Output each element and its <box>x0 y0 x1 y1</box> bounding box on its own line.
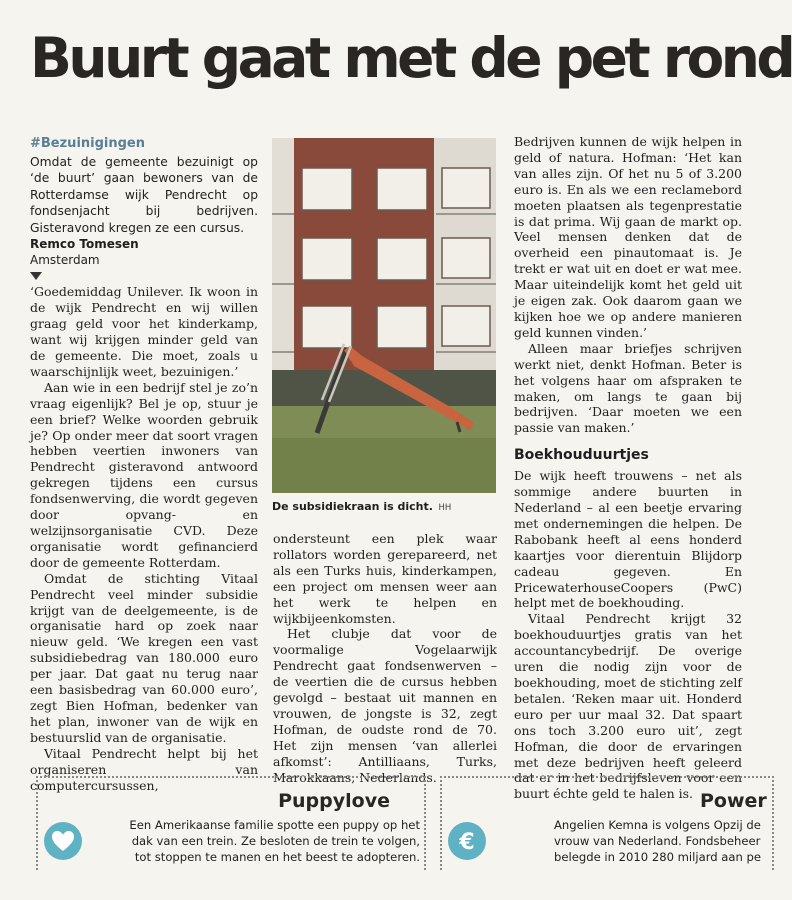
svg-text:€: € <box>459 830 475 855</box>
photo-caption <box>272 500 496 513</box>
paragraph: Het clubje dat voor de voormalige Vogelaarwijk Pendrecht gaat fondsenwerven – de veertien die de cursus hebben gevolgd – bestaat uit mannen en vrouwen, de jongste is 32, zegt Hofman, de oudste rond de 70. Het zijn mensen ‘van allerlei afkomst’: Antilliaans, Turks, Marokkaans, Nederlands. <box>273 626 497 785</box>
triangle-icon <box>30 272 42 280</box>
paragraph: Aan wie in een bedrijf stel je zo’n vraag eigenlijk? Bel je op, stuur je een brief? Welke woorden gebruik je? Op onder meer dat soort vragen hebben veertien inwoners van Pendrecht gisteravond antwoord gekregen tijdens een cursus fondsenwerving, die wordt gegeven door opvang- en welzijnsorganisatie CVD. Deze organisatie wordt gefinancierd door de gemeente Rotterdam. <box>30 379 258 570</box>
paragraph: Bedrijven kunnen de wijk helpen in geld of natura. Hofman: ‘Het kan van alles zijn. Of het nu 5 of 3.200 euro is. En als we een reclamebord moeten plaatsen als tegenprestatie is dat prima. Wij gaan de markt op. Veel mensen denken dat de overheid een pinautomaat is. Je trekt er wat uit en doet er wat mee. Maar uiteindelijk komt het geld uit je eigen zak. Ook daarom gaan we kijken hoe we op andere manieren geld kunnen vinden.’ <box>514 134 742 340</box>
teaser-title[interactable]: Puppylove <box>278 790 390 812</box>
euro-icon <box>448 822 486 860</box>
teaser-text: Angelien Kemna is volgens Opzij de vrouw van Nederland. Fondsbeheer belegde in 2010 280 miljard aan pe <box>554 818 762 864</box>
topic-tag[interactable]: #Bezuinigingen <box>30 136 146 151</box>
column-2 <box>273 531 497 786</box>
paragraph: ondersteunt een plek waar rollators worden gerepareerd, net als een Turks huis, kinderkampen, een project om mensen weer aan het werk te helpen en wijkbijeenkomsten. <box>273 531 497 626</box>
section-subhead: Boekhouduurtjes <box>514 447 649 464</box>
paragraph: ‘Goedemiddag Unilever. Ik woon in de wijk Pendrecht en wij willen graag geld voor het kinderkamp, want wij krijgen minder geld van de gemeente. Die moet, zoals u waarschijnlijk weet, bezuinigen.’ <box>30 284 258 379</box>
heart-icon <box>44 822 82 860</box>
caption-text: De subsidiekraan is dicht. <box>272 500 433 513</box>
photo-illustration <box>272 138 496 493</box>
teaser-power[interactable] <box>440 776 774 870</box>
column-1 <box>30 136 258 793</box>
paragraph: Alleen maar briefjes schrijven werkt niet, denkt Hofman. Beter is het volgens haar om afspraken te maken, om langs te gaan bij bedrijven. ‘Daar moeten we een passie van maken.’ <box>514 340 742 436</box>
paragraph: Vitaal Pendrecht helpt bij het organiseren van computercursussen, <box>30 745 258 793</box>
dateline-city: Amsterdam <box>30 253 100 268</box>
lead-paragraph: Omdat de gemeente bezuinigt op ‘de buurt’ gaan bewoners van de Rotterdamse wijk Pendrecht op fondsenjacht bij bedrijven. Gisteravond kregen ze een cursus. <box>30 154 258 235</box>
paragraph: De wijk heeft trouwens – net als sommige andere buurten in Nederland – al een beetje ervaring met ondernemingen die helpen. De Rabobank heeft al eens honderd kaartjes voor dierentuin Blijdorp cadeau gegeven. En PricewaterhouseCoopers (PwC) helpt met de boekhouding. <box>514 468 742 611</box>
author-name: Remco Tomesen <box>30 237 139 252</box>
paragraph: Vitaal Pendrecht krijgt 32 boekhouduurtjes gratis van het accountancybedrijf. De overige uren die nodig zijn voor de boekhouding, moet de stichting zelf betalen. ‘Reken maar uit. Honderd euro per uur maal 32. Dat spaart ons toch 3.200 euro uit’, zegt Hofman, die door de ervaringen met deze bedrijven heeft geleerd dat er in het bedrijfsleven voor een buurt échte geld te halen is. <box>514 611 742 802</box>
article-photo <box>272 138 496 493</box>
headline: Buurt gaat met de pet rond <box>30 26 792 90</box>
teaser-text: Een Amerikaanse familie spotte een puppy op het dak van een trein. Ze besloten de trein te volgen, tot stoppen te manen en het beest te adopteren. <box>129 818 420 864</box>
paragraph: Omdat de stichting Vitaal Pendrecht veel minder subsidie krijgt van de deelgemeente, is de organisatie hard op zoek naar nieuw geld. ‘We kregen een vast subsidiebedrag van 180.000 euro per jaar. Dat gaat nu terug naar een basisbedrag van 60.000 euro’, zegt Bien Hofman, bedenker van het plan, inwoner van de wijk en bestuurslid van de organisatie. <box>30 570 258 745</box>
teaser-title[interactable]: Power <box>700 790 767 812</box>
column-3 <box>514 134 742 802</box>
photo-credit: HH <box>438 503 452 513</box>
teaser-puppylove[interactable] <box>36 776 426 870</box>
